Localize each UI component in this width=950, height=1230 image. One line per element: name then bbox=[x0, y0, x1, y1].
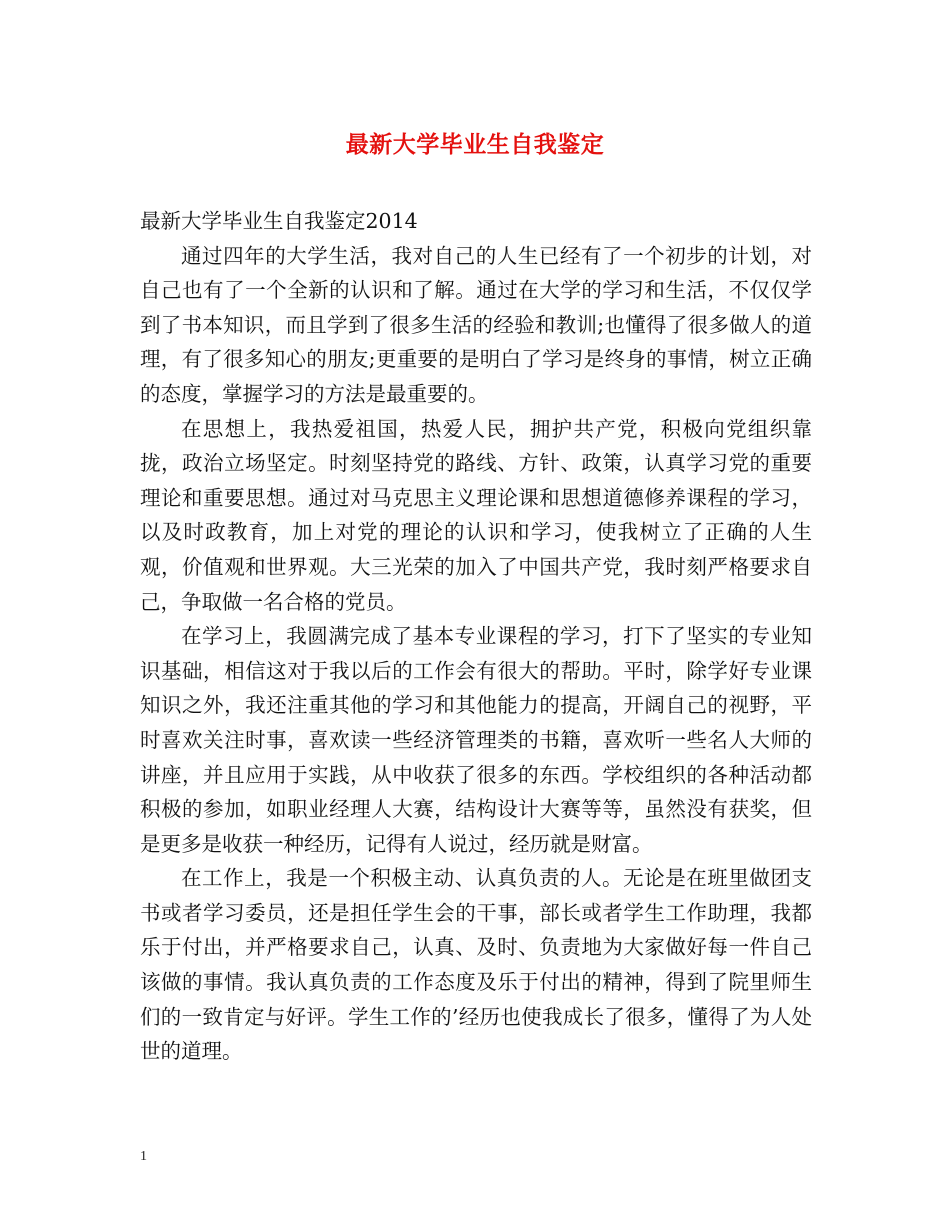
document-title: 最新大学毕业生自我鉴定 bbox=[345, 132, 605, 158]
paragraph-ideology: 在思想上，我热爱祖国，热爱人民，拥护共产党，积极向党组织靠拢，政治立场坚定。时刻坚持党的路线、方针、政策，认真学习党的重要理论和重要思想。通过对马克思主义理论课和思想道德修养课程的学习，以及时政教育，加上对党的理论的认识和学习，使我树立了正确的人生观，价值观和世界观。大三光荣的加入了中国共产党，我时刻严格要求自己，争取做一名合格的党员。 bbox=[140, 416, 812, 614]
document-body bbox=[140, 204, 812, 1069]
paragraph-study: 在学习上，我圆满完成了基本专业课程的学习，打下了坚实的专业知识基础，相信这对于我以后的工作会有很大的帮助。平时，除学好专业课知识之外，我还注重其他的学习和其他能力的提高，开阔自己的视野，平时喜欢关注时事，喜欢读一些经济管理类的书籍，喜欢听一些名人大师的讲座，并且应用于实践，从中收获了很多的东西。学校组织的各种活动都积极的参加，如职业经理人大赛，结构设计大赛等等，虽然没有获奖，但是更多是收获一种经历，记得有人说过，经历就是财富。 bbox=[140, 624, 812, 856]
page-number: 1 bbox=[140, 1149, 147, 1164]
paragraph-work: 在工作上，我是一个积极主动、认真负责的人。无论是在班里做团支书或者学习委员，还是担任学生会的干事，部长或者学生工作助理，我都乐于付出，并严格要求自己，认真、及时、负责地为大家做好每一件自己该做的事情。我认真负责的工作态度及乐于付出的精神，得到了院里师生们的一致肯定与好评。学生工作的’经历也使我成长了很多，懂得了为人处世的道理。 bbox=[140, 866, 812, 1064]
paragraph-intro: 通过四年的大学生活，我对自己的人生已经有了一个初步的计划，对自己也有了一个全新的认识和了解。通过在大学的学习和生活，不仅仅学到了书本知识，而且学到了很多生活的经验和教训;也懂得了很多做人的道理，有了很多知心的朋友;更重要的是明白了学习是终身的事情，树立正确的态度，掌握学习的方法是最重要的。 bbox=[140, 243, 812, 406]
document-subtitle: 最新大学毕业生自我鉴定2014 bbox=[140, 209, 418, 233]
